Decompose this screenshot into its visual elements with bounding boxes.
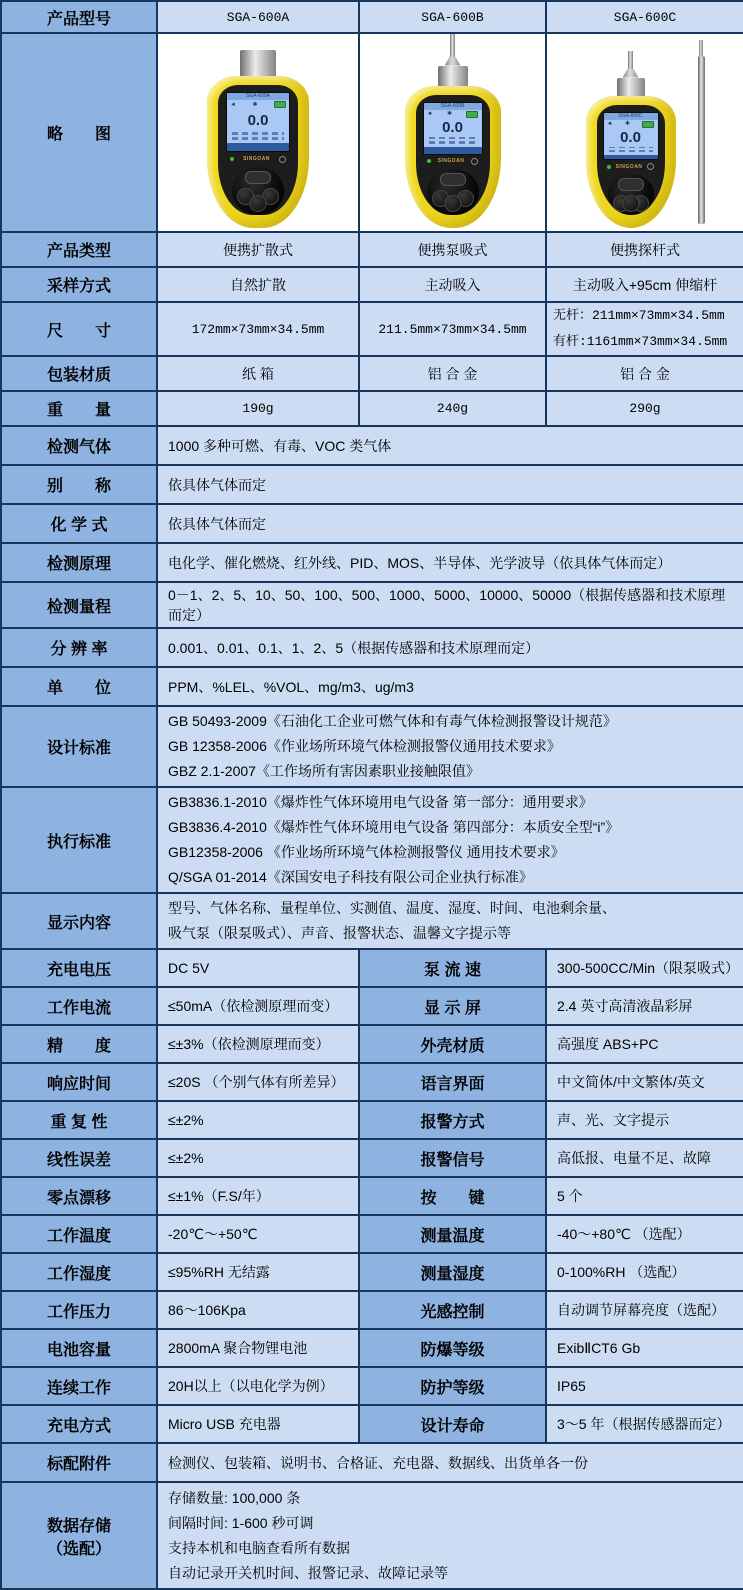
- led-indicator: [230, 157, 234, 161]
- cell-value: 铝 合 金: [546, 356, 743, 391]
- cell-value: PPM、%LEL、%VOL、mg/m3、ug/m3: [157, 667, 743, 706]
- cell-value: [157, 1482, 743, 1589]
- display-line: 型号、气体名称、量程单位、实测值、温度、湿度、时间、电池剩余量、: [168, 900, 616, 916]
- screen-reading: 0.0: [620, 128, 641, 146]
- device-body: [405, 86, 501, 228]
- device-panel: [416, 95, 490, 215]
- row-charge-method-design-life: [1, 1405, 743, 1443]
- menu-button: [245, 171, 271, 184]
- row-label: 充电电压: [1, 949, 157, 987]
- model-name-c: SGA-600C: [546, 1, 743, 33]
- speaker-icon: ◄: [426, 111, 433, 117]
- row-linearity-alarm-signal: [1, 1139, 743, 1177]
- cell-value: 依具体气体而定: [157, 504, 743, 543]
- cell-value: 0－1、2、5、10、50、100、500、1000、5000、10000、50000（根据传感器和技术原理而定）: [157, 582, 743, 628]
- storage-line: 间隔时间: 1-600 秒可调: [168, 1514, 314, 1531]
- dimension-line: 有杆:1161mm×73mm×34.5mm: [553, 334, 728, 349]
- device-illustration: [405, 33, 501, 228]
- device-body: [207, 76, 309, 228]
- row-label-line: （选配）: [46, 1540, 111, 1558]
- row-label: 检测气体: [1, 426, 157, 465]
- row-label: 别 称: [1, 465, 157, 504]
- cell-value: 铝 合 金: [359, 356, 546, 391]
- row-working-humidity-measure-humidity: [1, 1253, 743, 1291]
- fan-icon: ✱: [446, 111, 452, 117]
- cell-value: ≤±2%: [157, 1139, 359, 1177]
- row-label: 执行标准: [1, 787, 157, 893]
- led-indicator: [427, 159, 431, 163]
- row-label: 报警方式: [359, 1101, 546, 1139]
- cell-value: 86～106Kpa: [157, 1291, 359, 1329]
- row-label: 防护等级: [359, 1367, 546, 1405]
- product-photo-sga-600a: [157, 33, 359, 232]
- cell-value: 0.001、0.01、0.1、1、2、5（根据传感器和技术原理而定）: [157, 628, 743, 667]
- row-continuous-work-protection: [1, 1367, 743, 1405]
- row-label: 测量温度: [359, 1215, 546, 1253]
- cell-value: 电化学、催化燃烧、红外线、PID、MOS、半导体、光学波导（依具体气体而定）: [157, 543, 743, 582]
- row-working-pressure-light-control: [1, 1291, 743, 1329]
- cell-value: 自动调节屏幕亮度（选配）: [546, 1291, 743, 1329]
- brand-label: SINGOAN: [615, 163, 643, 170]
- row-label: 检测量程: [1, 582, 157, 628]
- screen-title: SGA-600B: [424, 103, 482, 110]
- device-panel: [597, 105, 665, 215]
- row-label: 线性误差: [1, 1139, 157, 1177]
- cell-value: 211.5mm×73mm×34.5mm: [359, 302, 546, 356]
- screen-info-line: [609, 150, 653, 152]
- device-screen: [603, 112, 659, 161]
- row-label: 测量湿度: [359, 1253, 546, 1291]
- storage-line: 支持本机和电脑查看所有数据: [168, 1539, 350, 1556]
- screen-title: SGA-600A: [227, 93, 289, 100]
- fan-icon: ✱: [624, 121, 630, 127]
- cell-value: 3～5 年（根据传感器而定）: [546, 1405, 743, 1443]
- cell-value: [546, 302, 743, 356]
- row-battery-capacity-explosion-proof: [1, 1329, 743, 1367]
- row-label: 设计标准: [1, 706, 157, 787]
- row-label: 显 示 屏: [359, 987, 546, 1025]
- row-charge-voltage-pump-flow: [1, 949, 743, 987]
- cell-value: 高低报、电量不足、故障: [546, 1139, 743, 1177]
- sensor-cap: [240, 50, 276, 77]
- cell-value: IP65: [546, 1367, 743, 1405]
- row-label: 充电方式: [1, 1405, 157, 1443]
- cell-value: DC 5V: [157, 949, 359, 987]
- device-screen: [226, 92, 290, 153]
- cell-value: 便携扩散式: [157, 232, 359, 267]
- brand-label: SINGOAN: [243, 156, 270, 163]
- row-label: 精 度: [1, 1025, 157, 1063]
- row-label-line: 数据存储: [46, 1517, 111, 1535]
- power-icon: [279, 156, 286, 163]
- row-label: 检测原理: [1, 543, 157, 582]
- row-unit: [1, 667, 743, 706]
- row-detection-principle: [1, 543, 743, 582]
- device-illustration: [586, 51, 676, 228]
- pump-probe-cone: [445, 57, 461, 66]
- row-label: [1, 1482, 157, 1589]
- menu-button: [440, 173, 466, 186]
- row-label: 语言界面: [359, 1063, 546, 1101]
- row-accuracy-housing: [1, 1025, 743, 1063]
- button-cluster: [427, 169, 479, 215]
- led-indicator: [607, 165, 611, 169]
- cell-value: ≤50mA（依检测原理而变）: [157, 987, 359, 1025]
- cell-value: 240g: [359, 391, 546, 426]
- row-label: 零点漂移: [1, 1177, 157, 1215]
- row-label: 报警信号: [359, 1139, 546, 1177]
- cell-value: ≤±3%（依检测原理而变）: [157, 1025, 359, 1063]
- standard-line: Q/SGA 01-2014《深国安电子科技有限公司企业执行标准》: [168, 869, 533, 885]
- row-label: 采样方式: [1, 267, 157, 302]
- row-dimensions: [1, 302, 743, 356]
- cell-value: ≤±1%（F.S/年）: [157, 1177, 359, 1215]
- power-icon: [471, 158, 478, 165]
- dimension-line: 无杆：211mm×73mm×34.5mm: [553, 308, 725, 323]
- row-label: 产品型号: [1, 1, 157, 33]
- cell-value: 依具体气体而定: [157, 465, 743, 504]
- row-label: 略 图: [1, 33, 157, 232]
- display-line: 吸气泵（限泵吸式）、声音、报警状态、温馨文字提示等: [168, 925, 511, 941]
- cell-value: ≤20S （个别气体有所差异）: [157, 1063, 359, 1101]
- cell-value: 0-100%RH （选配）: [546, 1253, 743, 1291]
- cell-value: 2800mA 聚合物锂电池: [157, 1329, 359, 1367]
- row-detected-gas: [1, 426, 743, 465]
- button-cluster: [232, 167, 284, 215]
- row-label: 工作温度: [1, 1215, 157, 1253]
- panel-row: [230, 155, 286, 162]
- row-product-model: [1, 1, 743, 33]
- row-design-standard: [1, 706, 743, 787]
- row-executive-standard: [1, 787, 743, 893]
- row-response-time-language: [1, 1063, 743, 1101]
- row-product-type: [1, 232, 743, 267]
- cell-value: -40～+80℃ （选配）: [546, 1215, 743, 1253]
- pump-probe-rod: [450, 33, 455, 57]
- brand-label: SINGOAN: [437, 158, 465, 165]
- cell-value: 190g: [157, 391, 359, 426]
- fan-icon: ✱: [252, 101, 258, 108]
- cell-value: 高强度 ABS+PC: [546, 1025, 743, 1063]
- row-label: 化 学 式: [1, 504, 157, 543]
- row-working-temp-measure-temp: [1, 1215, 743, 1253]
- screen-title: SGA-600C: [604, 113, 658, 120]
- battery-icon: [642, 121, 654, 128]
- row-label: 单 位: [1, 667, 157, 706]
- row-chemical-formula: [1, 504, 743, 543]
- row-label: 泵 流 速: [359, 949, 546, 987]
- standard-line: GB 12358-2006《作业场所环境气体检测报警仪通用技术要求》: [168, 738, 561, 754]
- button-cluster: [608, 174, 654, 214]
- pump-probe-rod: [628, 51, 633, 69]
- model-name-a: SGA-600A: [157, 1, 359, 33]
- row-label: 包装材质: [1, 356, 157, 391]
- row-label: 重 量: [1, 391, 157, 426]
- cell-value: [157, 706, 743, 787]
- screen-footer-bar: [604, 155, 658, 160]
- menu-button: [618, 178, 644, 191]
- standard-line: GBZ 2.1-2007《工作场所有害因素职业接触限值》: [168, 763, 480, 779]
- row-resolution: [1, 628, 743, 667]
- cell-value: Micro USB 充电器: [157, 1405, 359, 1443]
- nav-button: [250, 195, 267, 212]
- row-sketch: [1, 33, 743, 232]
- screen-footer-bar: [227, 143, 289, 151]
- sensor-cap: [438, 66, 468, 87]
- standard-line: GB3836.1-2010《爆炸性气体环境用电气设备 第一部分：通用要求》: [168, 794, 593, 810]
- cell-value: 中文简体/中文繁体/英文: [546, 1063, 743, 1101]
- storage-line: 存储数量: 100,000 条: [168, 1489, 301, 1506]
- cell-value: 主动吸入: [359, 267, 546, 302]
- row-alias: [1, 465, 743, 504]
- row-label: 防爆等级: [359, 1329, 546, 1367]
- panel-row: [427, 158, 479, 165]
- sensor-cap: [617, 78, 645, 97]
- row-label: 显示内容: [1, 893, 157, 949]
- cell-value: 290g: [546, 391, 743, 426]
- row-label: 工作电流: [1, 987, 157, 1025]
- cell-value: 纸 箱: [157, 356, 359, 391]
- row-label: 分 辨 率: [1, 628, 157, 667]
- storage-line: 自动记录开关机时间、报警记录、故障记录等: [168, 1564, 448, 1581]
- nav-button: [444, 195, 461, 212]
- power-icon: [647, 163, 654, 170]
- screen-reading: 0.0: [247, 111, 269, 129]
- screen-status-icons: [604, 120, 658, 129]
- model-name-b: SGA-600B: [359, 1, 546, 33]
- screen-info-line: [232, 137, 284, 140]
- row-label: 设计寿命: [359, 1405, 546, 1443]
- device-body: [586, 96, 676, 228]
- row-repeatability-alarm-mode: [1, 1101, 743, 1139]
- row-weight: [1, 391, 743, 426]
- row-data-storage: [1, 1482, 743, 1589]
- pump-probe-cone: [623, 69, 639, 78]
- cell-value: ≤95%RH 无结露: [157, 1253, 359, 1291]
- cell-value: 1000 多种可燃、有毒、VOC 类气体: [157, 426, 743, 465]
- device-illustration: [207, 50, 309, 228]
- screen-info-line: [429, 137, 477, 140]
- cell-value: 20H以上（以电化学为例）: [157, 1367, 359, 1405]
- row-zero-drift-keys: [1, 1177, 743, 1215]
- screen-reading: 0.0: [442, 118, 463, 136]
- row-label: 产品类型: [1, 232, 157, 267]
- row-label: 连续工作: [1, 1367, 157, 1405]
- cell-value: 2.4 英寸高清液晶彩屏: [546, 987, 743, 1025]
- row-label: 标配附件: [1, 1443, 157, 1482]
- device-panel: [218, 85, 298, 215]
- cell-value: ≤±2%: [157, 1101, 359, 1139]
- screen-info-line: [609, 147, 653, 149]
- cell-value: 便携泵吸式: [359, 232, 546, 267]
- row-label: 响应时间: [1, 1063, 157, 1101]
- standard-line: GB 50493-2009《石油化工企业可燃气体和有毒气体检测报警设计规范》: [168, 713, 617, 729]
- row-label: 电池容量: [1, 1329, 157, 1367]
- row-label: 按 键: [359, 1177, 546, 1215]
- row-packing-material: [1, 356, 743, 391]
- screen-info-line: [232, 132, 284, 135]
- nav-button: [622, 195, 639, 212]
- cell-value: 检测仪、包装箱、说明书、合格证、充电器、数据线、出货单各一份: [157, 1443, 743, 1482]
- screen-info-line: [429, 141, 477, 144]
- row-working-current-display: [1, 987, 743, 1025]
- cell-value: 172mm×73mm×34.5mm: [157, 302, 359, 356]
- row-label: 工作压力: [1, 1291, 157, 1329]
- telescopic-rod: [698, 56, 705, 224]
- row-label: 外壳材质: [359, 1025, 546, 1063]
- cell-value: 便携探杆式: [546, 232, 743, 267]
- screen-status-icons: [227, 100, 289, 110]
- row-label: 工作湿度: [1, 1253, 157, 1291]
- cell-value: ExibⅡCT6 Gb: [546, 1329, 743, 1367]
- cell-value: 声、光、文字提示: [546, 1101, 743, 1139]
- cell-value: 300-500CC/Min（限泵吸式）: [546, 949, 743, 987]
- product-photo-sga-600c: [546, 33, 743, 232]
- cell-value: 5 个: [546, 1177, 743, 1215]
- row-detection-range: [1, 582, 743, 628]
- row-label: 重 复 性: [1, 1101, 157, 1139]
- speaker-icon: ◄: [606, 121, 613, 127]
- screen-footer-bar: [424, 147, 482, 154]
- screen-status-icons: [424, 110, 482, 119]
- product-photo-sga-600b: [359, 33, 546, 232]
- row-sampling-method: [1, 267, 743, 302]
- cell-value: 主动吸入+95cm 伸缩杆: [546, 267, 743, 302]
- cell-value: [157, 787, 743, 893]
- device-screen: [423, 102, 483, 155]
- cell-value: [157, 893, 743, 949]
- speaker-icon: ◄: [230, 101, 236, 108]
- panel-row: [607, 163, 655, 170]
- battery-icon: [466, 111, 478, 118]
- cell-value: 自然扩散: [157, 267, 359, 302]
- row-label: 尺 寸: [1, 302, 157, 356]
- row-display-content: [1, 893, 743, 949]
- standard-line: GB3836.4-2010《爆炸性气体环境用电气设备 第四部分：本质安全型“i”》: [168, 819, 620, 835]
- row-label: 光感控制: [359, 1291, 546, 1329]
- battery-icon: [274, 101, 286, 108]
- standard-line: GB12358-2006 《作业场所环境气体检测报警仪 通用技术要求》: [168, 844, 565, 860]
- row-accessories: [1, 1443, 743, 1482]
- cell-value: -20℃～+50℃: [157, 1215, 359, 1253]
